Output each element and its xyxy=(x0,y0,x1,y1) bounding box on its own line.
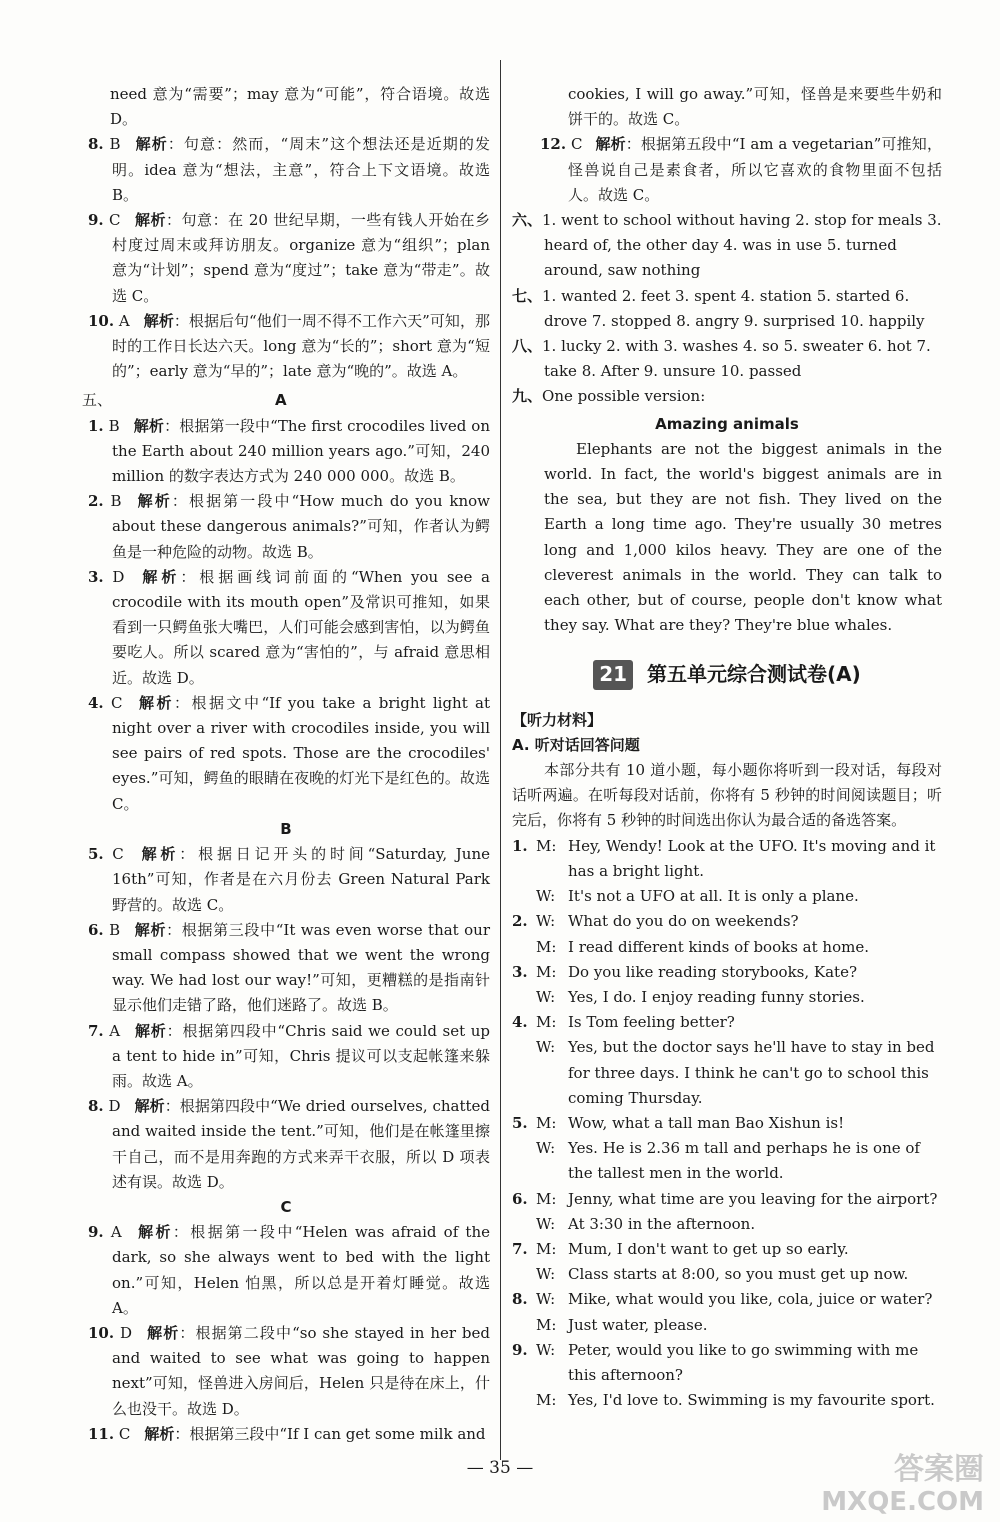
dialog-text: Wow, what a tall man Bao Xishun is! xyxy=(568,1113,845,1132)
section-6 xyxy=(512,208,942,284)
dialog-text: Yes, but the doctor says he'll have to stay in bed for three days. I think he can't go to school this coming Thursday. xyxy=(568,1038,935,1107)
passage-b-label: B xyxy=(280,819,292,838)
item-number: 6. xyxy=(88,920,104,939)
item-label: 解析 xyxy=(136,693,174,712)
item-number: 9. xyxy=(88,211,104,230)
item-number: 8. xyxy=(88,1097,104,1116)
dialog-line xyxy=(512,1313,942,1338)
passage-c-answers xyxy=(82,1220,490,1447)
item-text: ：句意：然而，“周末”这个想法还是近期的发明。idea 意为“想法，主意”，符合上下文语境。故选 B。 xyxy=(112,135,490,204)
speaker-label: M: xyxy=(536,1315,557,1334)
speaker-label: W: xyxy=(536,1265,556,1284)
dialog-number: 9. xyxy=(512,1340,528,1359)
answer-item xyxy=(82,1019,490,1095)
dialog-text: Jenny, what time are you leaving for the airport? xyxy=(568,1189,938,1208)
item-text: ：句意：在 20 世纪早期，一些有钱人开始在乡村度过周末或拜访朋友。organize 意为“组织”；plan 意为“计划”；spend 意为“度过”；take 意为“带走”。故选 C。 xyxy=(112,211,490,305)
item-number: 3. xyxy=(88,567,104,586)
dialog-text: Mike, what would you like, cola, juice or water? xyxy=(568,1290,933,1309)
watermark-line1: 答案圈 xyxy=(894,1452,984,1487)
answers-section-4 xyxy=(82,132,490,384)
answer-item xyxy=(82,918,490,1019)
item-number: 12. xyxy=(540,135,567,154)
section-7 xyxy=(512,284,942,334)
speaker-label: M: xyxy=(536,1189,557,1208)
item-text: ：根据第四段中“Chris said we could set up a tent to hide in”可知，Chris 提议可以支起帐篷来躲雨。故选 A。 xyxy=(112,1021,490,1090)
dialog-line xyxy=(512,985,942,1010)
item-answer: D xyxy=(108,1097,121,1116)
dialog-line xyxy=(512,1287,942,1312)
speaker-label: W: xyxy=(536,1139,556,1158)
section-6-label: 六、 xyxy=(512,211,543,230)
dialog-text: Mum, I don't want to get up so early. xyxy=(568,1239,849,1258)
dialog-text: Just water, please. xyxy=(568,1315,708,1334)
dialog-text: Yes. He is 2.36 m tall and perhaps he is one of the tallest men in the world. xyxy=(568,1139,920,1183)
answer-item xyxy=(82,1422,490,1447)
answer-item xyxy=(82,309,490,385)
item-answer: A xyxy=(118,311,130,330)
speaker-label: W: xyxy=(536,1290,556,1309)
section-8 xyxy=(512,334,942,384)
speaker-label: M: xyxy=(536,1013,557,1032)
item-label: 解析 xyxy=(134,1097,165,1116)
item-label: 解析 xyxy=(135,1223,173,1242)
item-answer: B xyxy=(108,416,120,435)
item-answer: D xyxy=(120,1323,133,1342)
dialog-line xyxy=(512,1111,942,1136)
answer-item-12 xyxy=(512,132,942,208)
dialog-line xyxy=(512,884,942,909)
item-text: ：根据第四段中“We dried ourselves, chatted and waited inside the tent.”可知，他们是在帐篷里擦干自己，而不是用奔跑的方式来弄干衣服，所以 D 项表述有误。故选 D。 xyxy=(112,1097,490,1191)
dialog-text: Yes, I'd love to. Swimming is my favourite sport. xyxy=(568,1391,935,1410)
dialog-number: 2. xyxy=(512,912,528,931)
dialog-number: 7. xyxy=(512,1239,528,1258)
section-6-text: 1. went to school without having 2. stop for meals 3. heard of, the other day 4. was in use 5. turned around, saw nothing xyxy=(542,211,942,280)
item-text: ：根据第一段中“The first crocodiles lived on the Earth about 240 million years ago.”可知，240 million 的数字表达方式为 240 000 000。故选 B。 xyxy=(112,416,490,486)
dialog-line xyxy=(512,1035,942,1111)
item-answer: C xyxy=(108,211,121,230)
item-text: ：根据文中“If you take a bright light at night over a river with crocodiles inside, you will see pairs of red spots. Those are the crocodiles' eyes.”可知，鳄鱼的眼睛在夜晚的灯光下是红色的。故选 C。 xyxy=(112,693,490,813)
item-number: 1. xyxy=(88,416,104,435)
item-answer: B xyxy=(109,920,121,939)
dialog-list xyxy=(512,834,942,1414)
essay-title: Amazing animals xyxy=(655,414,799,433)
continued-text: cookies, I will go away.”可知，怪兽是来要些牛奶和饼干的。故选 C。 xyxy=(568,85,942,129)
left-column xyxy=(82,82,490,1447)
dialog-number: 4. xyxy=(512,1013,528,1032)
section-9 xyxy=(512,384,942,409)
dialog-line xyxy=(512,834,942,884)
answer-item xyxy=(82,132,490,208)
dialog-line xyxy=(512,1010,942,1035)
dialog-line xyxy=(512,960,942,985)
answer-item xyxy=(82,414,490,490)
dialog-text: At 3:30 in the afternoon. xyxy=(568,1214,756,1233)
right-column xyxy=(512,82,942,1413)
item-text: ：根据第三段中“It was even worse that our small compass showed that we went the wrong way. We had lost our way!”可知，更糟糕的是指南针显示他们走错了路，他们迷路了。故选 B。 xyxy=(112,920,490,1015)
answer-item xyxy=(82,208,490,309)
part-a-heading: A. 听对话回答问题 xyxy=(512,735,640,754)
section-9-label: 九、 xyxy=(512,387,543,406)
section-7-label: 七、 xyxy=(512,286,543,305)
answer-item xyxy=(82,691,490,817)
dialog-line xyxy=(512,1136,942,1186)
item-label: 解析 xyxy=(143,311,174,330)
item-answer: B xyxy=(109,135,121,154)
item-label: 解析 xyxy=(137,845,180,864)
dialog-line xyxy=(512,1338,942,1388)
answer-item xyxy=(82,565,490,691)
item-label: 解析 xyxy=(144,1424,175,1443)
answer-item xyxy=(82,1220,490,1321)
section-5-header xyxy=(82,388,490,413)
watermark-line2: MXQE.COM xyxy=(821,1487,984,1517)
item-answer: C xyxy=(112,845,124,864)
dialog-text: Hey, Wendy! Look at the UFO. It's moving and it has a bright light. xyxy=(568,836,936,880)
dialog-number: 5. xyxy=(512,1113,528,1132)
column-divider xyxy=(500,60,501,1460)
speaker-label: W: xyxy=(536,1214,556,1233)
item-text: ：根据第五段中“I am a vegetarian”可推知，怪兽说自己是素食者，所以它喜欢的食物里面不包括人。故选 C。 xyxy=(568,135,942,204)
item-label: 解析 xyxy=(595,135,626,154)
item-text: ：根据第三段中“If I can get some milk and xyxy=(174,1424,486,1443)
item-number: 11. xyxy=(88,1424,115,1443)
dialog-line xyxy=(512,935,942,960)
dialog-line xyxy=(512,1262,942,1287)
item-label: 解析 xyxy=(146,1323,180,1342)
item-label: 解析 xyxy=(134,135,168,154)
item-answer: C xyxy=(118,1424,131,1443)
dialog-text: Do you like reading storybooks, Kate? xyxy=(568,962,857,981)
speaker-label: M: xyxy=(536,937,557,956)
speaker-label: W: xyxy=(536,1340,556,1359)
dialog-text: Yes, I do. I enjoy reading funny stories. xyxy=(568,987,865,1006)
item-number: 5. xyxy=(88,845,104,864)
dialog-number: 3. xyxy=(512,962,528,981)
item-answer: D xyxy=(112,567,125,586)
section-8-text: 1. lucky 2. with 3. washes 4. so 5. sweater 6. hot 7. take 8. After 9. unsure 10. passed xyxy=(542,337,931,381)
speaker-label: W: xyxy=(536,887,556,906)
passage-b-answers xyxy=(82,842,490,1195)
dialog-line xyxy=(512,1237,942,1262)
item-number: 9. xyxy=(88,1223,104,1242)
item-text: ：根据第一段中“Helen was afraid of the dark, so she always went to bed with the light on.”可知，Helen 怕黑，所以总是开着灯睡觉。故选 A。 xyxy=(112,1223,490,1317)
item-label: 解析 xyxy=(134,211,167,230)
dialog-text: Peter, would you like to go swimming with me this afternoon? xyxy=(568,1340,919,1384)
unit-title: 第五单元综合测试卷(A) xyxy=(647,662,861,687)
page-number: — 35 — xyxy=(466,1458,534,1478)
item-number: 8. xyxy=(88,135,104,154)
speaker-label: M: xyxy=(536,1113,557,1132)
item-answer: C xyxy=(110,693,123,712)
item-text: ：根据后句“他们一周不得不工作六天”可知，那时的工作日长达六天。long 意为“长的”；short 意为“短的”；early 意为“早的”；late 意为“晚的”。故选 A。 xyxy=(112,311,490,381)
section-5-label: 五、 xyxy=(82,391,113,410)
section-9-text: One possible version: xyxy=(542,387,706,406)
dialog-line xyxy=(512,909,942,934)
section-8-label: 八、 xyxy=(512,337,543,356)
essay-body: Elephants are not the biggest animals in the world. In fact, the world's biggest animals are in the sea, but they are not fish. They lived on the Earth a long time ago. They're usually 30 metres long and 1,000 kilos heavy. They are one of the cleverest animals in the world. They can talk to each other, but of course, people don't know what they say. What are they? They're blue whales. xyxy=(544,439,942,635)
dialog-line xyxy=(512,1388,942,1413)
dialog-line xyxy=(512,1212,942,1237)
speaker-label: M: xyxy=(536,1391,557,1410)
item-text: ：根据第二段中“so she stayed in her bed and waited to see what was going to happen next”可知，怪兽进入房间后，Helen 只是待在床上，什么也没干。故选 D。 xyxy=(112,1323,490,1418)
item-label: 解析 xyxy=(135,492,172,511)
item-answer: C xyxy=(571,135,583,154)
watermark-logo xyxy=(821,1454,984,1518)
item-label: 解析 xyxy=(134,920,167,939)
item-text: ：根据第一段中“How much do you know about these dangerous animals?”可知，作者认为鳄鱼是一种危险的动物。故选 B。 xyxy=(112,492,490,561)
item-answer: A xyxy=(110,1223,122,1242)
speaker-label: M: xyxy=(536,962,557,981)
passage-a-label: A xyxy=(274,391,287,410)
dialog-text: Class starts at 8:00, so you must get up now. xyxy=(568,1265,909,1284)
item-number: 7. xyxy=(88,1021,104,1040)
dialog-line xyxy=(512,1187,942,1212)
continued-text: need 意为“需要”；may 意为“可能”，符合语境。故选 D。 xyxy=(110,85,490,129)
speaker-label: M: xyxy=(536,836,557,855)
dialog-text: Is Tom feeling better? xyxy=(568,1013,735,1032)
item-number: 2. xyxy=(88,492,104,511)
passage-a-answers xyxy=(82,414,490,817)
speaker-label: W: xyxy=(536,1038,556,1057)
dialog-text: What do you do on weekends? xyxy=(568,912,799,931)
item-text: ：根据日记开头的时间“Saturday, June 16th”可知，作者是在六月份去 Green Natural Park 野营的。故选 C。 xyxy=(112,845,490,914)
answer-item xyxy=(82,489,490,565)
item-number: 4. xyxy=(88,693,104,712)
answer-item xyxy=(82,1094,490,1195)
dialog-number: 1. xyxy=(512,836,528,855)
dialog-text: It's not a UFO at all. It is only a plane. xyxy=(568,887,859,906)
passage-c-label: C xyxy=(280,1197,292,1216)
item-label: 解析 xyxy=(134,1021,167,1040)
section-7-text: 1. wanted 2. feet 3. spent 4. station 5. started 6. drove 7. stopped 8. angry 9. surprised 10. happily xyxy=(542,286,925,330)
dialog-text: I read different kinds of books at home. xyxy=(568,937,869,956)
listening-instructions: 本部分共有 10 道小题，每小题你将听到一段对话，每段对话听两遍。在听每段对话前，你将有 5 秒钟的时间阅读题目；听完后，你将有 5 秒钟的时间选出你认为最合适的备选答案。 xyxy=(512,761,942,830)
item-number: 10. xyxy=(88,1323,115,1342)
item-answer: A xyxy=(109,1021,121,1040)
speaker-label: M: xyxy=(536,1239,557,1258)
dialog-number: 8. xyxy=(512,1290,528,1309)
item-label: 解析 xyxy=(138,567,181,586)
unit-number-badge: 21 xyxy=(593,660,633,689)
item-number: 10. xyxy=(88,311,115,330)
item-text: ：根据画线词前面的“When you see a crocodile with its mouth open”及常识可推知，如果看到一只鳄鱼张大嘴巴，人们可能会感到害怕，以为鳄鱼要吃人。所以 scared 意为“害怕的”，与 afraid 意思相近。故选 D。 xyxy=(112,567,490,687)
unit-heading xyxy=(512,660,942,689)
listening-label: 【听力材料】 xyxy=(512,710,603,729)
dialog-number: 6. xyxy=(512,1189,528,1208)
speaker-label: W: xyxy=(536,987,556,1006)
speaker-label: W: xyxy=(536,912,556,931)
answer-item xyxy=(82,1321,490,1422)
answer-item xyxy=(82,842,490,918)
item-label: 解析 xyxy=(133,416,165,435)
item-answer: B xyxy=(110,492,122,511)
